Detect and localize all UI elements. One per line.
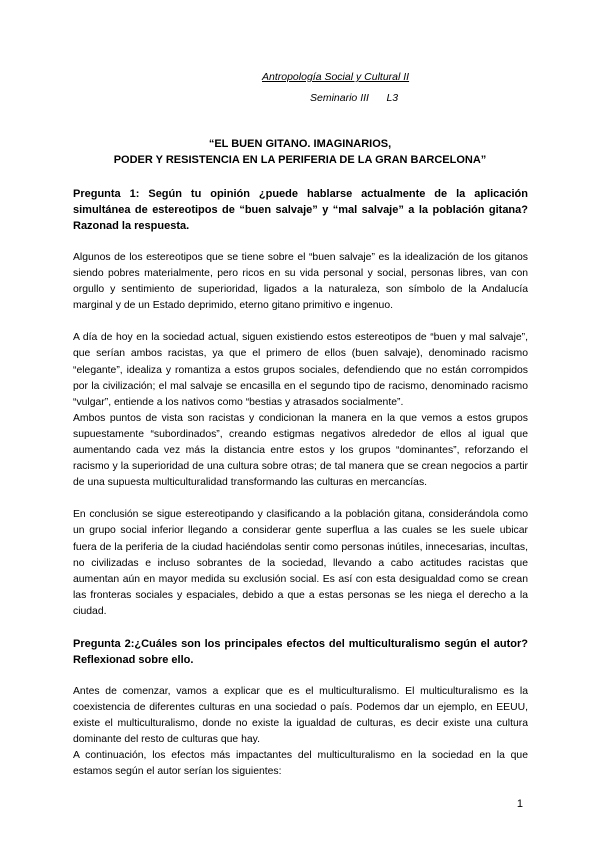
question-2: Pregunta 2:¿Cuáles son los principales efectos del multiculturalismo según el autor? Reflexionad sobre ello. <box>73 637 528 666</box>
title-line-1: “EL BUEN GITANO. IMAGINARIOS, <box>208 138 392 150</box>
title-line-2: PODER Y RESISTENCIA EN LA PERIFERIA DE LA GRAN BARCELONA” <box>113 154 487 166</box>
seminar-label: Seminario III L3 <box>310 92 399 104</box>
paragraph: A continuación, los efectos más impactantes del multiculturalismo en la sociedad en la que estamos según el autor serían los siguientes: <box>73 750 528 778</box>
paragraph: Antes de comenzar, vamos a explicar que es el multiculturalismo. El multiculturalismo es la coexistencia de diferentes culturas en una sociedad o país. Podemos dar un ejemplo, en EEUU, existe el multiculturalismo, donde no existe la igualdad de culturas, es decir existe una cultura dominante del resto de culturas que hay. <box>73 685 528 746</box>
page-number: 1 <box>516 798 523 810</box>
document-title <box>70 136 530 168</box>
question-1: Pregunta 1: Según tu opinión ¿puede hablarse actualmente de la aplicación simultánea de estereotipos de “buen salvaje” y “mal salvaje” a la población gitana? Razonad la respuesta. <box>73 188 528 232</box>
course-title: Antropología Social y Cultural II <box>262 71 410 83</box>
paragraph: En conclusión se sigue estereotipando y clasificando a la población gitana, considerándola como un grupo social inferior llegando a considerar gente superflua a las cuales se les suele ubicar fuera de la periferia de la ciudad haciéndolas sentir como personas inútiles, innecesarias, incultas, no civilizadas e incluso sobrantes de la sociedad, llevando a cabo actitudes racistas que aumentan aún en mayor medida su exclusión social. Es así con esta desigualdad como se crean las fronteras sociales y espaciales, debido a que a estas personas se les niega el derecho a la ciudad. <box>73 509 528 617</box>
document-body <box>73 186 528 797</box>
paragraph: Algunos de los estereotipos que se tiene sobre el “buen salvaje” es la idealización de los gitanos siendo pobres materialmente, pero ricos en su vida personal y social, personas libres, van con orgullo y sentimiento de superioridad, ligados a la naturaleza, son símbolo de la Andalucía marginal y de un Estado deprimido, eterno gitano primitivo e ingenuo. <box>73 252 528 312</box>
paragraph: Ambos puntos de vista son racistas y condicionan la manera en la que vemos a estos grupos supuestamente “subordinados”, creando estigmas negativos alrededor de ellos al igual que aumentando cada vez más la distancia entre estos y los grupos “dominantes”, reforzando el racismo y la superioridad de una cultura sobre otras; de tal manera que se crean negocios a partir de una supuesta multiculturalidad transformando las culturas en mercancías. <box>73 412 528 489</box>
paragraph: A día de hoy en la sociedad actual, siguen existiendo estos estereotipos de “buen y mal salvaje”, que serían ambos racistas, ya que el primero de ellos (buen salvaje), denominado racismo “elegante”, idealiza y romantiza a estos grupos sociales, defendiendo que no están corrompidos por la civilización; el mal salvaje se encasilla en el segundo tipo de racismo, denominado racismo “vulgar”, entiende a los nativos como “bestias y atrasados socialmente”. <box>73 332 528 408</box>
